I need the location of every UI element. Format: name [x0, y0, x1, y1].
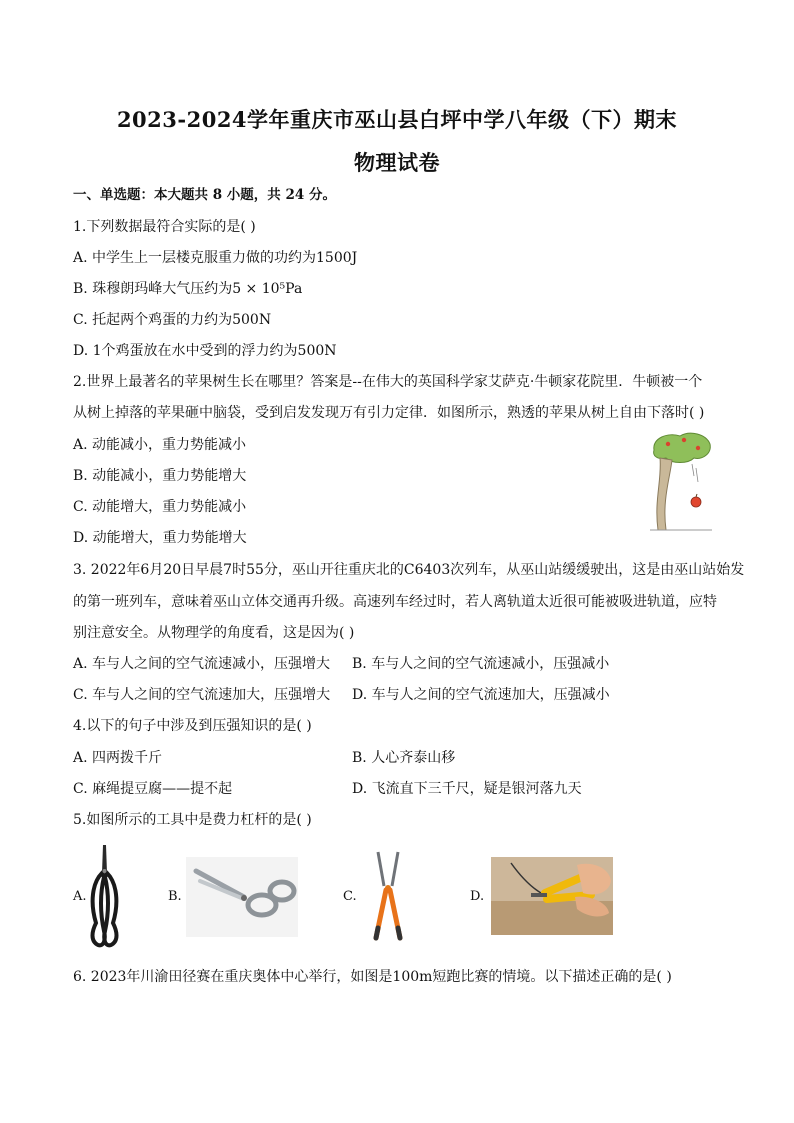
apple-tree-image	[650, 430, 712, 532]
question-4-option-a: A. 四两拨千斤	[73, 750, 163, 766]
question-1-option-b: B. 珠穆朗玛峰大气压约为5 × 10⁵Pa	[73, 281, 303, 297]
question-5-option-a-label: A.	[73, 889, 87, 904]
question-2-stem-line1: 2.世界上最著名的苹果树生长在哪里？答案是--在伟大的英国科学家艾萨克·牛顿家花院里．牛顿被一个	[73, 374, 703, 390]
question-5-option-d-label: D.	[470, 889, 485, 904]
question-4-option-c: C. 麻绳提豆腐——提不起	[73, 781, 233, 797]
question-2-option-b: B. 动能减小，重力势能增大	[73, 468, 247, 484]
question-5-option-b-label: B.	[168, 889, 182, 904]
scissors-image	[186, 857, 298, 937]
question-1-option-a: A. 中学生上一层楼克服重力做的功约为1500J	[73, 250, 358, 266]
hedge-shears-image	[364, 850, 412, 942]
question-2-option-c: C. 动能增大，重力势能减小	[73, 499, 247, 515]
question-4-option-d: D. 飞流直下三千尺，疑是银河落九天	[352, 781, 582, 797]
question-3-option-d: D. 车与人之间的空气流速加大，压强减小	[352, 687, 610, 703]
question-3-stem-line2: 的第一班列车，意味着巫山立体交通再升级。高速列车经过时，若人离轨道太近很可能被吸进轨道，应特	[73, 594, 717, 610]
question-3-option-b: B. 车与人之间的空气流速减小，压强减小	[352, 656, 610, 672]
pliers-image	[491, 857, 613, 935]
question-3-option-a: A. 车与人之间的空气流速减小，压强增大	[73, 656, 331, 672]
question-1-option-c: C. 托起两个鸡蛋的力约为500N	[73, 312, 272, 328]
question-2-stem-line2: 从树上掉落的苹果砸中脑袋，受到启发发现万有引力定律．如图所示，熟透的苹果从树上自由下落时( )	[73, 405, 705, 421]
question-1-option-d: D. 1个鸡蛋放在水中受到的浮力约为500N	[73, 343, 337, 359]
pruning-shears-image	[84, 843, 126, 949]
question-4-stem: 4.以下的句子中涉及到压强知识的是( )	[73, 718, 312, 734]
question-2-option-a: A. 动能减小，重力势能减小	[73, 437, 247, 453]
question-2-option-d: D. 动能增大，重力势能增大	[73, 530, 247, 546]
question-5-option-c-label: C.	[343, 889, 357, 904]
question-6-stem: 6. 2023年川渝田径赛在重庆奥体中心举行，如图是100m短跑比赛的情境。以下描述正确的是( )	[73, 969, 672, 985]
section-heading: 一、单选题：本大题共 8 小题，共 24 分。	[73, 187, 336, 203]
question-3-option-c: C. 车与人之间的空气流速加大，压强增大	[73, 687, 331, 703]
question-3-stem-line3: 别注意安全。从物理学的角度看，这是因为( )	[73, 625, 355, 641]
question-4-option-b: B. 人心齐泰山移	[352, 750, 456, 766]
page-title: 2023-2024学年重庆市巫山县白坪中学八年级（下）期末	[116, 107, 678, 132]
question-3-stem-line1: 3. 2022年6月20日早晨7时55分，巫山开往重庆北的C6403次列车，从巫山站缓缓驶出，这是由巫山站始发	[73, 562, 745, 578]
question-5-stem: 5.如图所示的工具中是费力杠杆的是( )	[73, 812, 312, 828]
page-subtitle: 物理试卷	[354, 150, 440, 175]
question-1-stem: 1.下列数据最符合实际的是( )	[73, 219, 256, 235]
